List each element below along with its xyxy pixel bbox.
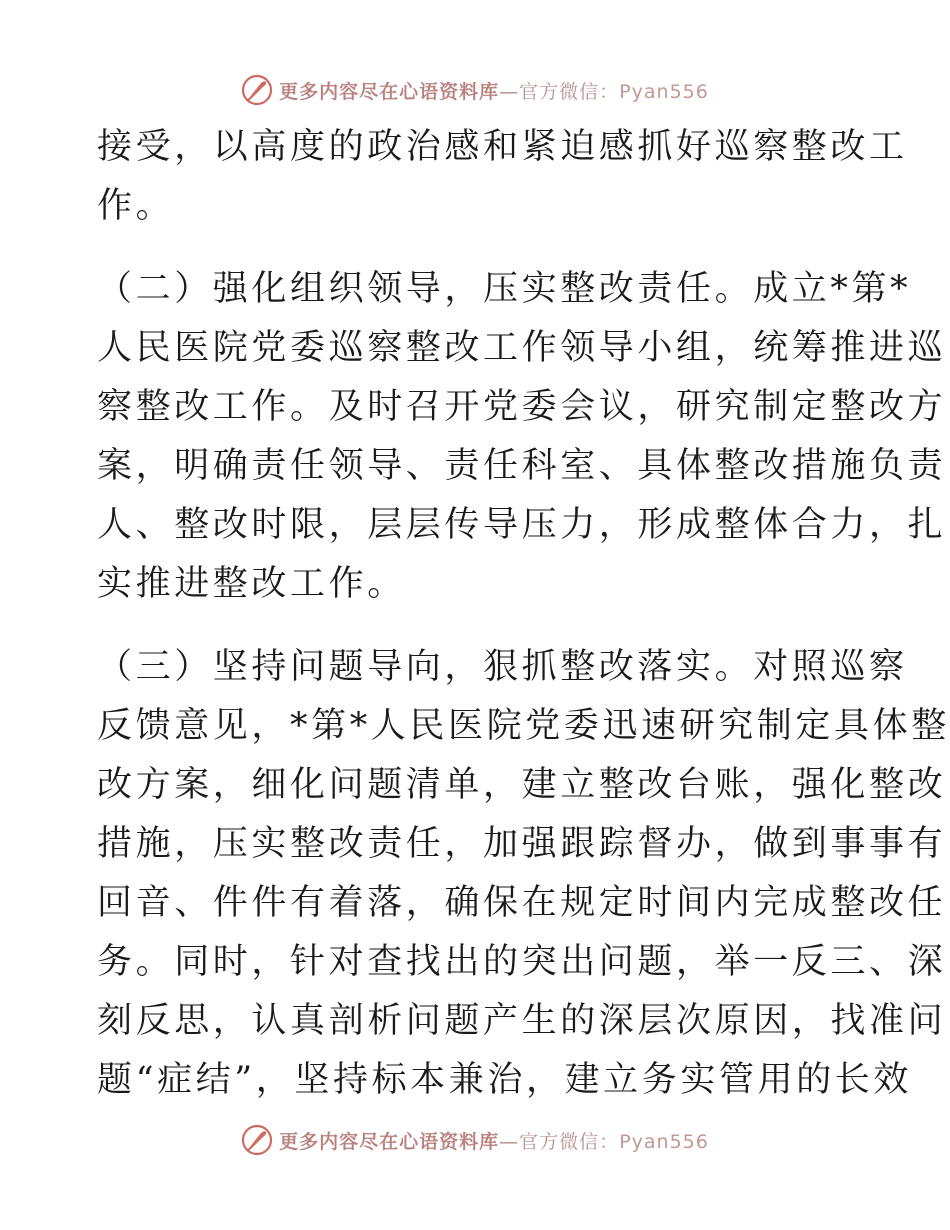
text-line: 反馈意见，*第*人民医院党委迅速研究制定具体整 bbox=[97, 706, 950, 746]
watermark-brand: 更多内容尽在心语资料库 bbox=[279, 80, 500, 103]
text-line: 人民医院党委巡察整改工作领导小组，统筹推进巡 bbox=[97, 328, 947, 368]
text-line: 回音、件件有着落，确保在规定时间内完成整改任 bbox=[97, 883, 947, 923]
watermark-wechat-label: 官方微信： bbox=[519, 1130, 620, 1153]
footer-watermark bbox=[0, 1120, 950, 1160]
text-line: 改方案，细化问题清单，建立整改台账，强化整改 bbox=[97, 765, 947, 805]
watermark-wechat-id: Pyan556 bbox=[619, 80, 709, 103]
watermark-text bbox=[279, 1127, 709, 1154]
document-body bbox=[97, 118, 950, 1110]
watermark-wechat-label: 官方微信： bbox=[519, 80, 620, 103]
text-line: 题“症结”，坚持标本兼治，建立务实管用的长效 bbox=[97, 1060, 912, 1100]
text-line: （三）坚持问题导向，狠抓整改落实。对照巡察 bbox=[97, 647, 908, 687]
watermark-separator: — bbox=[499, 80, 520, 103]
watermark-separator: — bbox=[499, 1130, 520, 1153]
watermark-brand: 更多内容尽在心语资料库 bbox=[279, 1130, 500, 1153]
text-line: 刻反思，认真剖析问题产生的深层次原因，找准问 bbox=[97, 1001, 947, 1041]
paragraph bbox=[97, 260, 947, 614]
text-line: 作。 bbox=[97, 186, 175, 226]
text-line: （二）强化组织领导，压实整改责任。成立*第* bbox=[97, 269, 912, 309]
text-line: 察整改工作。及时召开党委会议，研究制定整改方 bbox=[97, 387, 947, 427]
header-watermark bbox=[0, 70, 950, 110]
watermark-wechat-id: Pyan556 bbox=[619, 1130, 709, 1153]
paragraph bbox=[97, 118, 908, 236]
quill-pen-logo-icon bbox=[241, 74, 273, 106]
paragraph bbox=[97, 638, 950, 1110]
text-line: 案，明确责任领导、责任科室、具体整改措施负责 bbox=[97, 446, 947, 486]
text-line: 务。同时，针对查找出的突出问题，举一反三、深 bbox=[97, 942, 947, 982]
text-line: 接受，以高度的政治感和紧迫感抓好巡察整改工 bbox=[97, 127, 908, 167]
quill-pen-logo-icon bbox=[241, 1124, 273, 1156]
watermark-text bbox=[279, 77, 709, 104]
text-line: 人、整改时限，层层传导压力，形成整体合力，扎 bbox=[97, 505, 947, 545]
text-line: 实推进整改工作。 bbox=[97, 564, 406, 604]
text-line: 措施，压实整改责任，加强跟踪督办，做到事事有 bbox=[97, 824, 947, 864]
